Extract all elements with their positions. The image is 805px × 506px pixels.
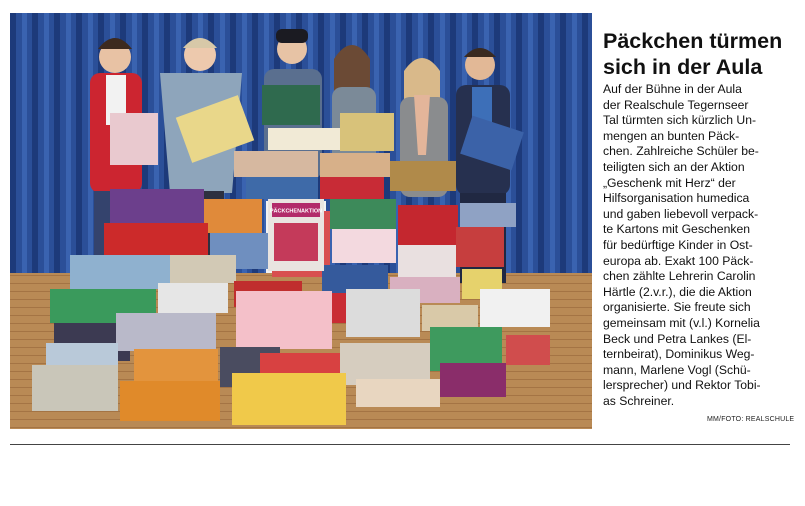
body-line: ternbeirat), Dominikus Weg- — [603, 347, 755, 362]
body-line: gemeinsam mit (v.l.) Kornelia — [603, 315, 760, 330]
body-line: Härtle (2.v.r.), die die Aktion — [603, 284, 752, 299]
body-line: europa ab. Exakt 100 Päck- — [603, 253, 754, 268]
photo-scene — [10, 13, 592, 429]
body-line: Hilfsorganisation humedica — [603, 191, 750, 206]
body-line: „Geschenk mit Herz“ der — [603, 175, 736, 190]
divider-rule — [10, 444, 790, 445]
body-line: mann, Marlene Vogl (Schü- — [603, 362, 751, 377]
body-line: Auf der Bühne in der Aula — [603, 82, 742, 96]
body-line: und gaben liebevoll verpack- — [603, 206, 759, 221]
headline-line-2: sich in der Aula — [603, 55, 763, 79]
body-line: Beck und Petra Lankes (El- — [603, 331, 752, 346]
headline — [603, 28, 798, 80]
body-line: chen zählte Lehrerin Carolin — [603, 269, 756, 284]
body-line: lersprecher) und Rektor Tobi- — [603, 378, 761, 393]
article-body — [603, 82, 793, 409]
body-line: organisierte. Sie freute sich — [603, 300, 751, 315]
body-line: Tal türmten sich kürzlich Un- — [603, 113, 757, 128]
body-line: mengen an bunten Päck- — [603, 128, 740, 143]
article-photo — [10, 13, 592, 429]
poster-title: PÄCKCHENAKTION — [269, 208, 323, 215]
body-line: as Schreiner. — [603, 393, 675, 408]
body-line: te Kartons mit Geschenken — [603, 222, 750, 237]
body-line: für bedürftige Kinder in Ost- — [603, 237, 753, 252]
body-line: der Realschule Tegernseer — [603, 97, 749, 112]
body-line: chen. Zahlreiche Schüler be- — [603, 144, 759, 159]
body-line: teiligten sich an der Aktion — [603, 159, 745, 174]
photo-credit: MM/FOTO: REALSCHULE — [707, 416, 795, 423]
headline-line-1: Päckchen türmen — [603, 29, 783, 53]
